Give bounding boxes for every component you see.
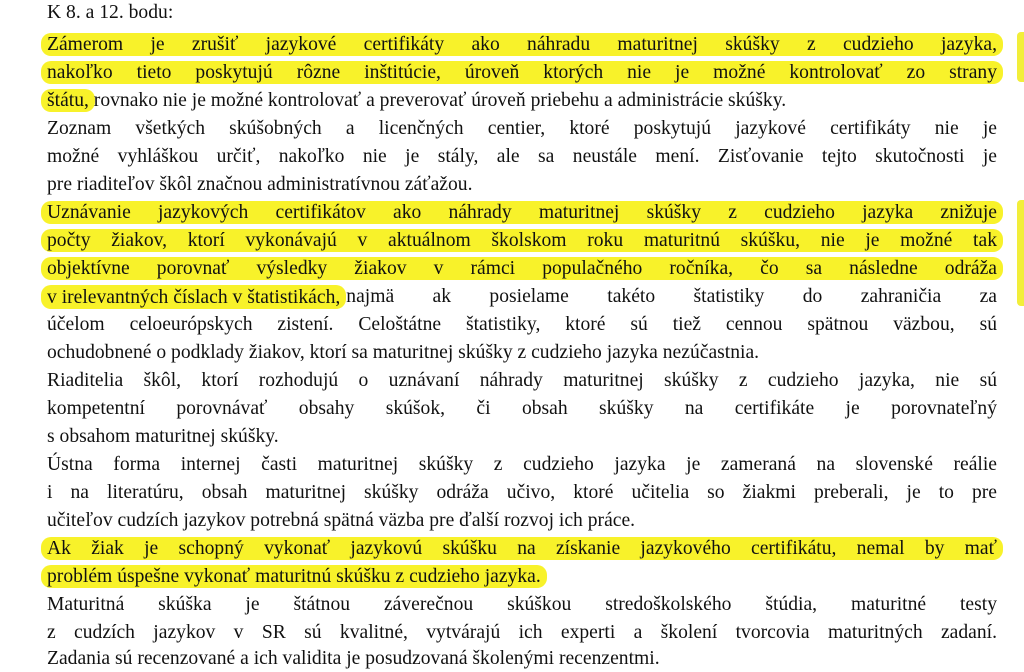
text-line — [47, 565, 997, 589]
text-line — [47, 201, 997, 225]
highlighted-text: štátu, — [41, 89, 95, 112]
text-line: z cudzích jazykov v SR sú kvalitné, vytvárajú ich experti a školení tvorcovia maturitných zadaní. — [47, 622, 997, 643]
plain-text: rovnako nie je možné kontrolovať a preverovať úroveň priebehu a administrácie skúšky. — [88, 90, 787, 111]
text-line — [47, 257, 997, 281]
text-line — [47, 89, 997, 113]
text-line: Ústna forma internej časti maturitnej skúšky z cudzieho jazyka je zameraná na slovenské reálie — [47, 454, 997, 475]
highlighted-text: v irelevantných číslach v štatistikách, — [41, 285, 346, 309]
text-line: Zadania sú recenzované a ich validita je posudzovaná školenými recenzentmi. — [47, 648, 660, 669]
text-line — [47, 229, 997, 253]
text-line: Riaditelia škôl, ktorí rozhodujú o uznávaní náhrady maturitnej skúšky z cudzieho jazyka, nie sú — [47, 370, 997, 391]
text-line: kompetentní porovnávať obsahy skúšok, či obsah skúšky na certifikáte je porovnateľný — [47, 398, 997, 419]
text-line — [47, 61, 997, 85]
text-line — [47, 285, 997, 309]
plain-text: najmä ak posielame takéto štatistiky do zahraničia za — [346, 286, 997, 307]
text-line: možné vyhláškou určiť, nakoľko nie je stály, ale sa neustále mení. Zisťovanie tejto skutočnosti je — [47, 146, 997, 167]
highlighted-text: Ak žiak je schopný vykonať jazykovú skúšku na získanie jazykového certifikátu, nemal by mať — [41, 537, 1003, 560]
highlight-edge-mark — [1017, 32, 1024, 82]
text-line: účelom celoeurópskych zistení. Celoštátne štatistiky, ktoré sú tiež cennou spätnou väzbou, sú — [47, 314, 997, 335]
highlight-edge-mark — [1017, 200, 1024, 306]
text-line: ochudobnené o podklady žiakov, ktorí sa maturitnej skúšky z cudzieho jazyka nezúčastnia. — [47, 342, 760, 363]
text-line: i na literatúru, obsah maturitnej skúšky odráža učivo, ktoré učitelia so žiakmi preberali, je to pre — [47, 482, 997, 503]
text-line: Zoznam všetkých skúšobných a licenčných centier, ktoré poskytujú jazykové certifikáty nie je — [47, 118, 997, 139]
text-line: s obsahom maturitnej skúšky. — [47, 426, 279, 447]
text-line: učiteľov cudzích jazykov potrebná spätná väzba pre ďalší rozvoj ich práce. — [47, 510, 636, 531]
highlighted-text: nakoľko tieto poskytujú rôzne inštitúcie, úroveň ktorých nie je možné kontrolovať zo strany — [41, 61, 1003, 84]
highlighted-text: počty žiakov, ktorí vykonávajú v aktuálnom školskom roku maturitnú skúšku, nie je možné tak — [41, 229, 1003, 252]
highlighted-text: objektívne porovnať výsledky žiakov v rámci populačného ročníka, čo sa následne odráža — [41, 257, 1003, 280]
text-line: Maturitná skúška je štátnou záverečnou skúškou stredoškolského štúdia, maturitné testy — [47, 594, 997, 615]
text-line: pre riaditeľov škôl značnou administratívnou záťažou. — [47, 174, 473, 195]
text-line — [47, 537, 997, 561]
section-heading: K 8. a 12. bodu: — [47, 2, 174, 23]
highlighted-text: problém úspešne vykonať maturitnú skúšku z cudzieho jazyka. — [41, 565, 547, 588]
text-line — [47, 33, 997, 57]
highlighted-text: Zámerom je zrušiť jazykové certifikáty ako náhradu maturitnej skúšky z cudzieho jazyka, — [41, 33, 1003, 56]
highlighted-text: Uznávanie jazykových certifikátov ako náhrady maturitnej skúšky z cudzieho jazyka znižuje — [41, 201, 1003, 224]
